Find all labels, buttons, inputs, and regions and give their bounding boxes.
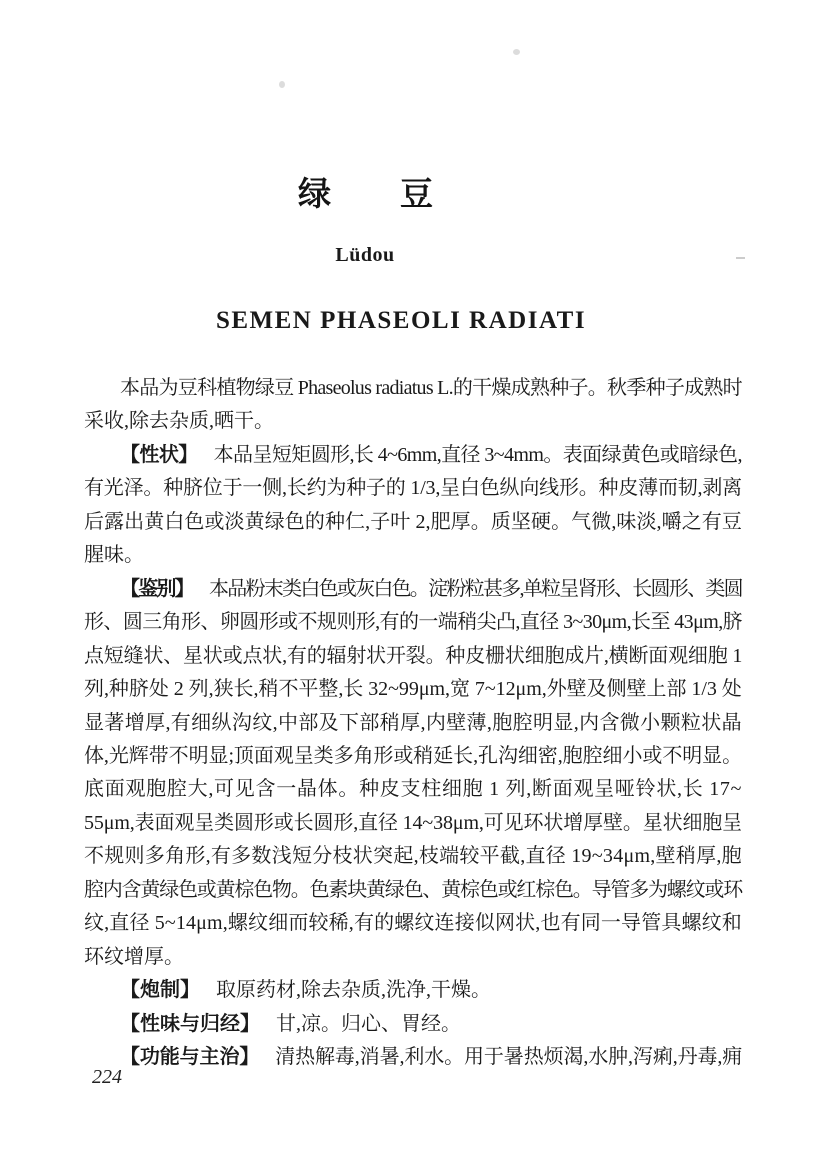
paragraph-paozhi xyxy=(84,974,742,1007)
text-line: 【性状】 本品呈短矩圆形,长 4~6mm,直径 3~4mm。表面绿黄色或暗绿色, xyxy=(120,443,742,466)
body-text xyxy=(84,372,742,1075)
drug-title-pinyin: Lüdou xyxy=(335,244,395,266)
text-line: 显著增厚,有细纵沟纹,中部及下部稍厚,内壁薄,胞腔明显,内含微小颗粒状晶 xyxy=(84,711,742,734)
text-line: 采收,除去杂质,晒干。 xyxy=(84,410,274,433)
section-label: 【性味与归经】 xyxy=(120,1012,260,1035)
text-line: 本品为豆科植物绿豆 Phaseolus radiatus L.的干燥成熟种子。秋季种子成熟时 xyxy=(120,377,742,399)
text-line: 【炮制】 取原药材,除去杂质,洗净,干燥。 xyxy=(120,979,491,1002)
text-line: 【功能与主治】 清热解毒,消暑,利水。用于暑热烦渴,水肿,泻痢,丹毒,痈 xyxy=(120,1046,743,1069)
text-line: 环纹增厚。 xyxy=(84,945,184,968)
section-label: 【鉴别】 xyxy=(120,577,194,600)
text-line: 列,种脐处 2 列,狭长,稍不平整,长 32~99μm,宽 7~12μm,外壁及侧壁上部 1/3 处 xyxy=(84,678,742,701)
text-line: 点短缝状、星状或点状,有的辐射状开裂。种皮栅状细胞成片,横断面观细胞 1 xyxy=(84,644,743,667)
drug-title-latin: SEMEN PHASEOLI RADIATI xyxy=(215,307,587,334)
text-line: 55μm,表面观呈类圆形或长圆形,直径 14~38μm,可见环状增厚壁。星状细胞呈 xyxy=(84,811,743,834)
text-line: 体,光辉带不明显;顶面观呈类多角形或稍延长,孔沟细密,胞腔细小或不明显。 xyxy=(84,744,743,767)
text-line: 底面观胞腔大,可见含一晶体。种皮支柱细胞 1 列,断面观呈哑铃状,长 17~ xyxy=(84,778,743,801)
drug-title-chinese: 绿 豆 xyxy=(298,175,434,212)
scan-artifact xyxy=(513,49,520,55)
page-number: 224 xyxy=(92,1066,122,1088)
section-label: 【性状】 xyxy=(120,443,198,466)
scan-artifact xyxy=(736,257,745,259)
paragraph-gongneng-zhuzhi xyxy=(84,1041,742,1074)
text-line: 有光泽。种脐位于一侧,长约为种子的 1/3,呈白色纵向线形。种皮薄而韧,剥离 xyxy=(84,477,742,500)
text-line: 腥味。 xyxy=(84,544,144,567)
section-label: 【功能与主治】 xyxy=(120,1046,260,1069)
text-line: 【鉴别】 本品粉末类白色或灰白色。淀粉粒甚多,单粒呈肾形、长圆形、类圆 xyxy=(120,577,742,600)
text-line: 形、圆三角形、卵圆形或不规则形,有的一端稍尖凸,直径 3~30μm,长至 43μm,脐 xyxy=(84,611,743,634)
text-line: 腔内含黄绿色或黄棕色物。色素块黄绿色、黄棕色或红棕色。导管多为螺纹或环 xyxy=(84,878,742,901)
paragraph-xingzhuang xyxy=(84,439,742,573)
scan-artifact xyxy=(279,81,285,88)
section-label: 【炮制】 xyxy=(120,979,200,1002)
paragraph-source xyxy=(84,372,742,439)
text-line: 【性味与归经】 甘,凉。归心、胃经。 xyxy=(120,1012,461,1035)
text-line: 不规则多角形,有多数浅短分枝状突起,枝端较平截,直径 19~34μm,壁稍厚,胞 xyxy=(84,845,742,868)
paragraph-jianbie xyxy=(84,573,742,974)
paragraph-xingwei-guijing xyxy=(84,1008,742,1041)
text-line: 后露出黄白色或淡黄绿色的种仁,子叶 2,肥厚。质坚硬。气微,味淡,嚼之有豆 xyxy=(84,510,742,533)
text-line: 纹,直径 5~14μm,螺纹细而较稀,有的螺纹连接似网状,也有同一导管具螺纹和 xyxy=(84,912,742,935)
